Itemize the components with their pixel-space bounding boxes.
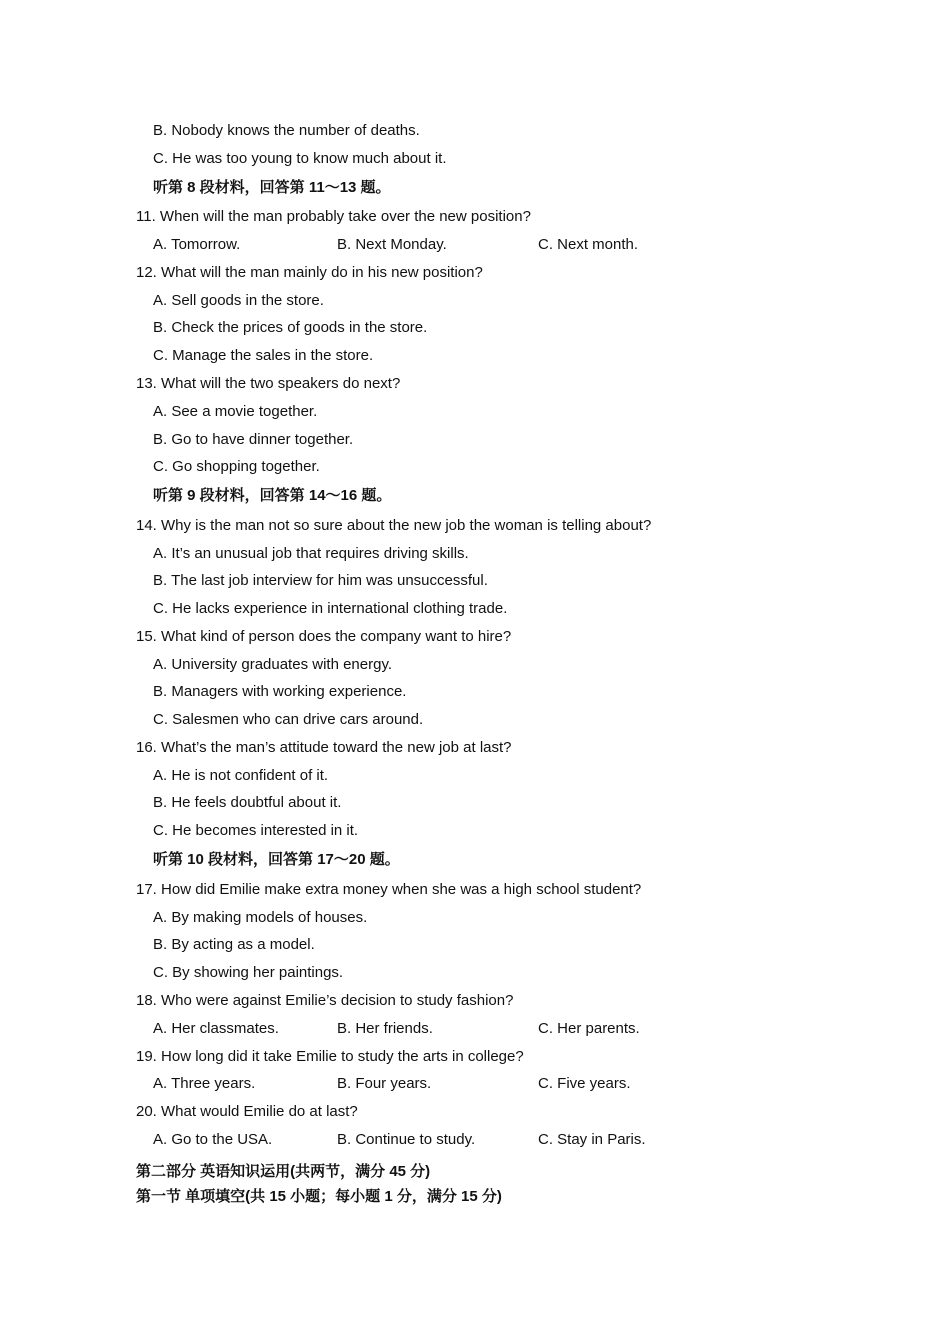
question-16: 16. What’s the man’s attitude toward the new job at last? bbox=[136, 739, 512, 756]
option-c: C. Five years. bbox=[538, 1075, 631, 1092]
option-c: C. Manage the sales in the store. bbox=[153, 347, 374, 364]
question-13: 13. What will the two speakers do next? bbox=[136, 375, 401, 392]
option-a: A. See a movie together. bbox=[153, 403, 318, 420]
option-line: B. Nobody knows the number of deaths. bbox=[153, 122, 420, 139]
option-a: A. He is not confident of it. bbox=[153, 767, 329, 784]
option-b: B. Next Monday. bbox=[337, 236, 447, 253]
section-header: 听第 8 段材料，回答第 11～13 题。 bbox=[153, 179, 391, 196]
option-c: C. Her parents. bbox=[538, 1020, 640, 1037]
question-18: 18. Who were against Emilie’s decision to study fashion? bbox=[136, 992, 514, 1009]
option-a: A. Sell goods in the store. bbox=[153, 292, 324, 309]
option-c: C. He lacks experience in international clothing trade. bbox=[153, 600, 508, 617]
option-b: B. Go to have dinner together. bbox=[153, 431, 354, 448]
option-a: A. Tomorrow. bbox=[153, 236, 241, 253]
option-c: C. He becomes interested in it. bbox=[153, 822, 359, 839]
option-a: A. University graduates with energy. bbox=[153, 656, 392, 673]
option-b: B. He feels doubtful about it. bbox=[153, 794, 342, 811]
question-12: 12. What will the man mainly do in his new position? bbox=[136, 264, 483, 281]
option-c: C. Stay in Paris. bbox=[538, 1131, 646, 1148]
option-b: B. Check the prices of goods in the store. bbox=[153, 319, 428, 336]
question-15: 15. What kind of person does the company want to hire? bbox=[136, 628, 512, 645]
section-heading: 第一节 单项填空(共 15 小题；每小题 1 分，满分 15 分) bbox=[136, 1188, 502, 1205]
option-a: A. Her classmates. bbox=[153, 1020, 279, 1037]
option-line: C. He was too young to know much about it. bbox=[153, 150, 447, 167]
option-b: B. The last job interview for him was unsuccessful. bbox=[153, 572, 488, 589]
option-b: B. Four years. bbox=[337, 1075, 432, 1092]
part-heading: 第二部分 英语知识运用(共两节，满分 45 分) bbox=[136, 1163, 431, 1180]
question-19: 19. How long did it take Emilie to study the arts in college? bbox=[136, 1048, 524, 1065]
section-header: 听第 10 段材料，回答第 17～20 题。 bbox=[153, 851, 400, 868]
question-20: 20. What would Emilie do at last? bbox=[136, 1103, 358, 1120]
option-c: C. Salesmen who can drive cars around. bbox=[153, 711, 424, 728]
question-14: 14. Why is the man not so sure about the new job the woman is telling about? bbox=[136, 517, 652, 534]
option-c: C. By showing her paintings. bbox=[153, 964, 344, 981]
option-b: B. By acting as a model. bbox=[153, 936, 315, 953]
section-header: 听第 9 段材料，回答第 14～16 题。 bbox=[153, 487, 392, 504]
option-c: C. Next month. bbox=[538, 236, 639, 253]
question-11: 11. When will the man probably take over the new position? bbox=[136, 208, 531, 225]
option-a: A. Three years. bbox=[153, 1075, 256, 1092]
question-17: 17. How did Emilie make extra money when she was a high school student? bbox=[136, 881, 642, 898]
option-b: B. Continue to study. bbox=[337, 1131, 476, 1148]
option-b: B. Her friends. bbox=[337, 1020, 433, 1037]
option-c: C. Go shopping together. bbox=[153, 458, 320, 475]
option-b: B. Managers with working experience. bbox=[153, 683, 407, 700]
option-a: A. It’s an unusual job that requires driving skills. bbox=[153, 545, 469, 562]
option-a: A. By making models of houses. bbox=[153, 909, 368, 926]
option-a: A. Go to the USA. bbox=[153, 1131, 273, 1148]
